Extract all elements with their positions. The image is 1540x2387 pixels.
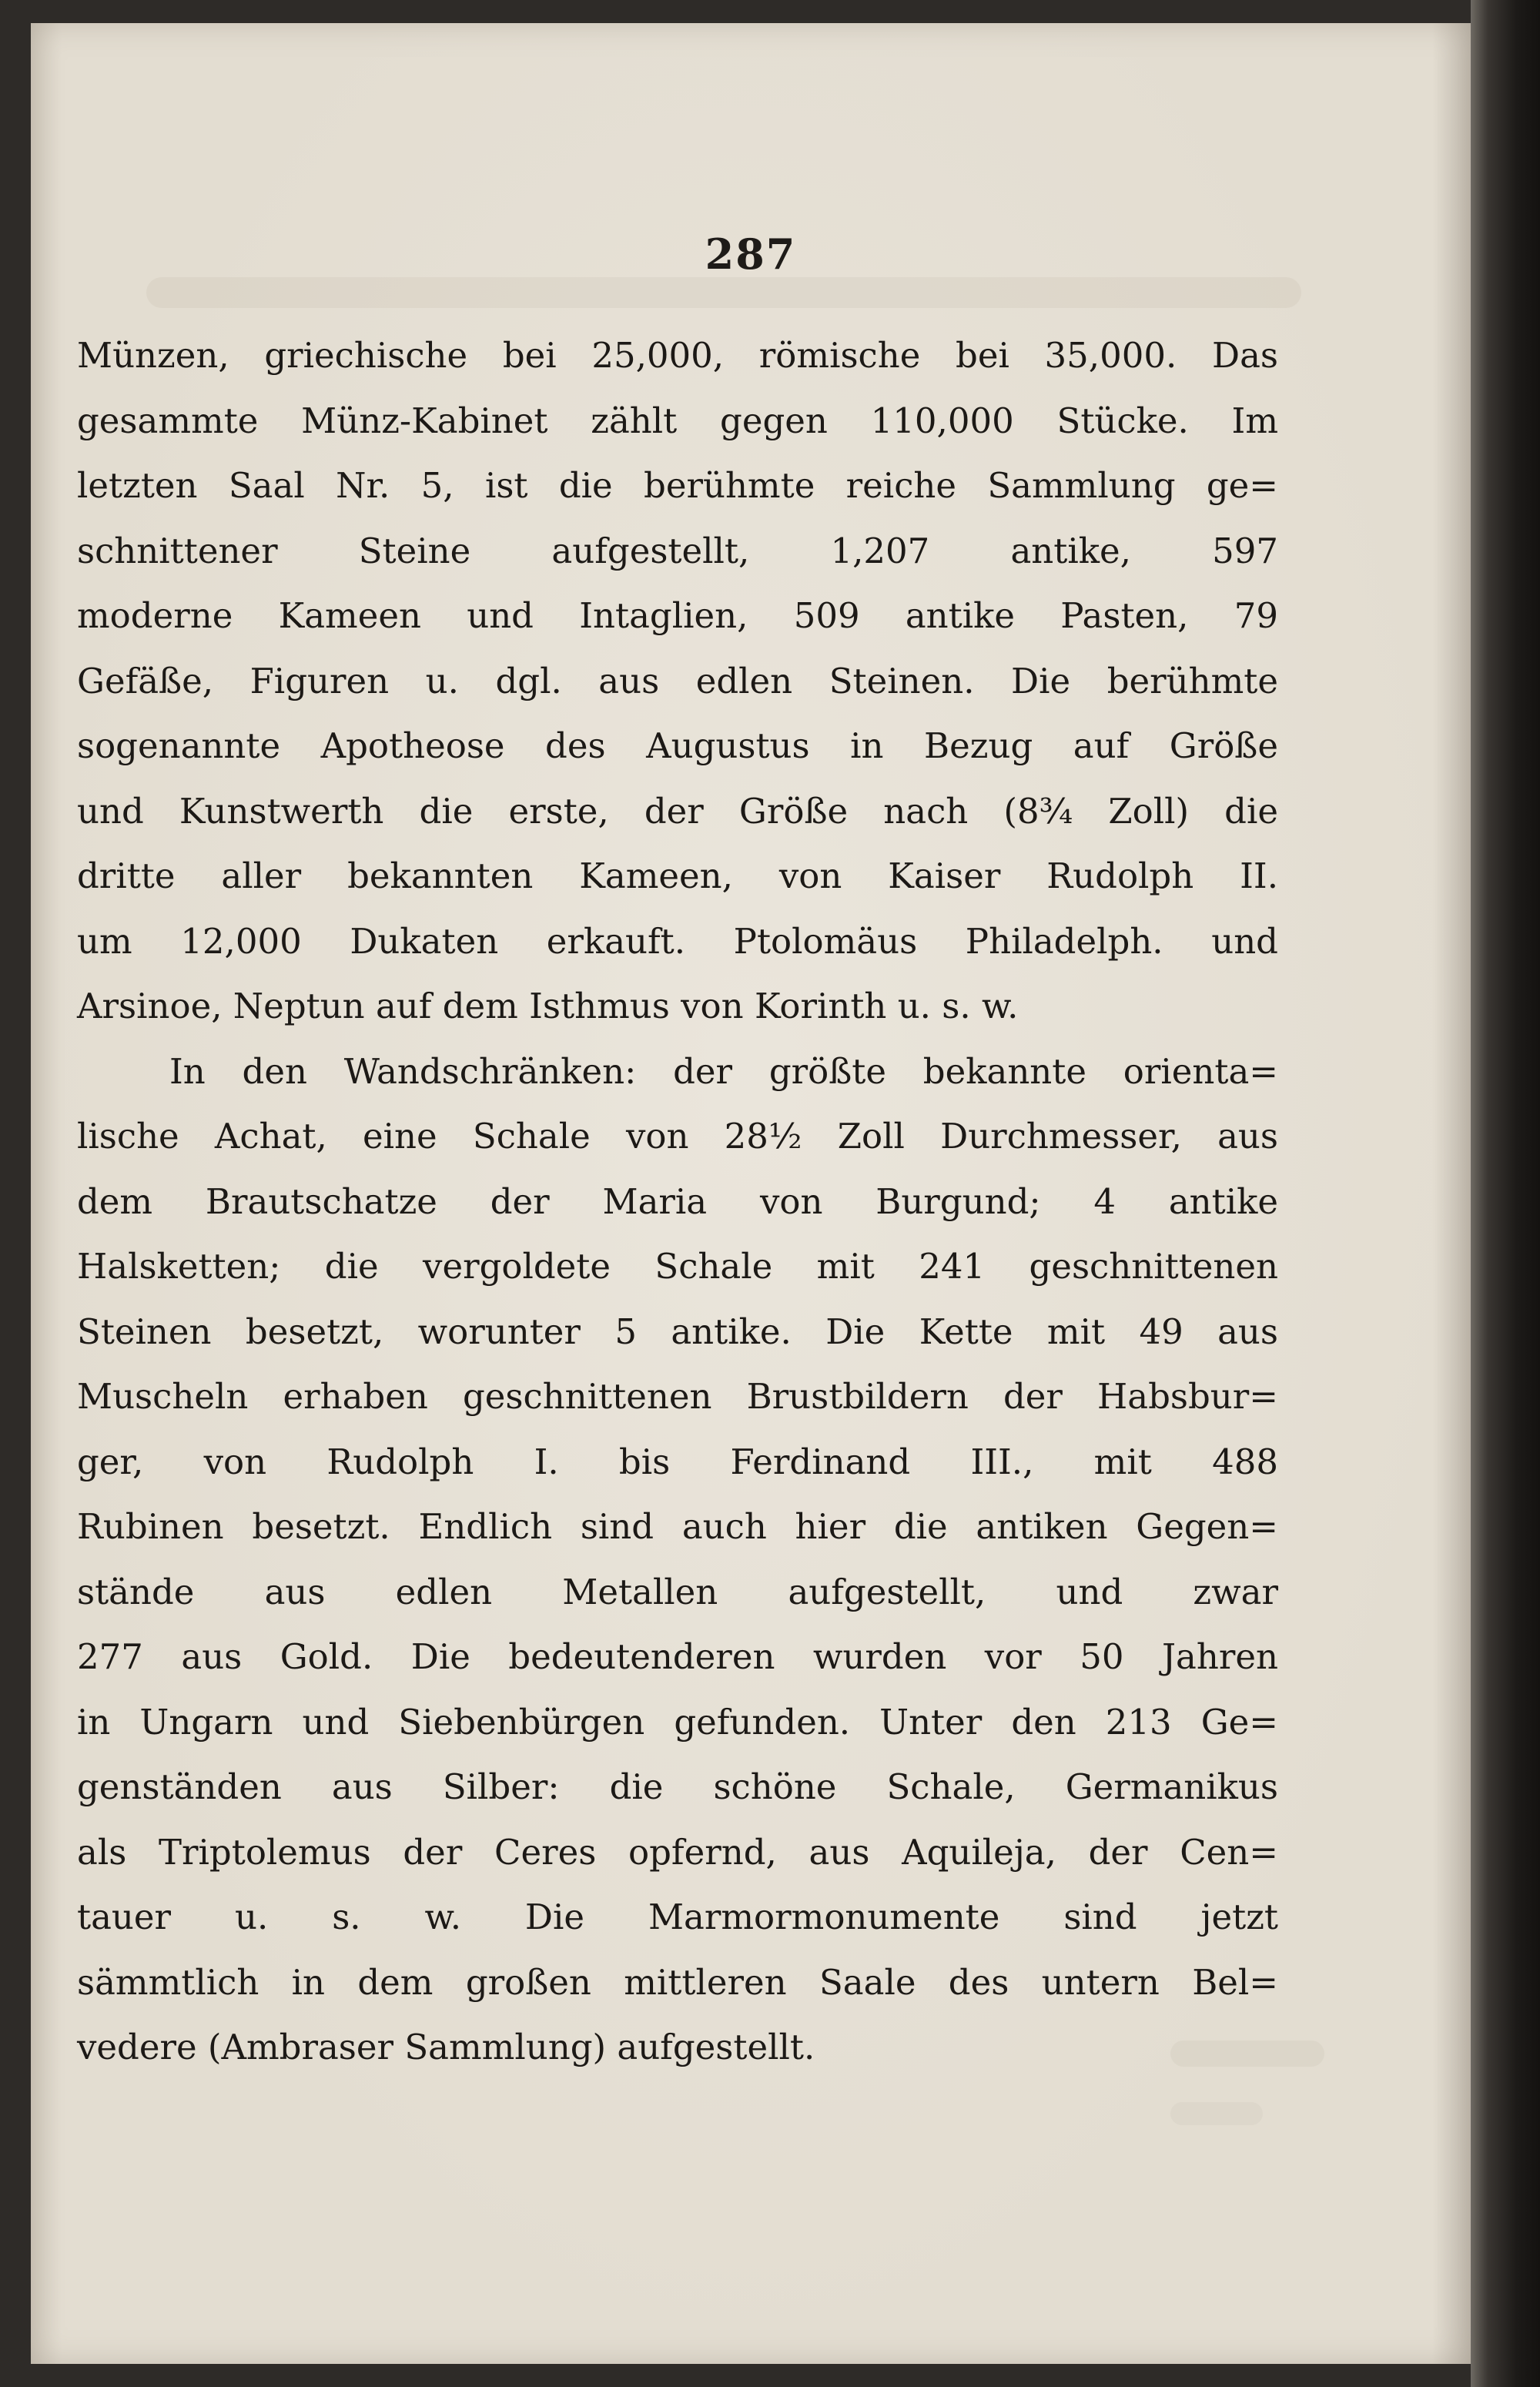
text-line: lische Achat, eine Schale von 28½ Zoll Durchmesser, aus bbox=[77, 1116, 1278, 1157]
text-line: stände aus edlen Metallen aufgestellt, und zwar bbox=[77, 1571, 1278, 1612]
text-line: vedere (Ambraser Sammlung) aufgestellt. bbox=[77, 2027, 815, 2067]
book-page bbox=[31, 23, 1471, 2364]
text-line: dem Brautschatze der Maria von Burgund; 4 antike bbox=[77, 1180, 1278, 1222]
bleed-through-shadow bbox=[146, 277, 1301, 308]
text-line: tauer u. s. w. Die Marmormonumente sind jetzt bbox=[77, 1897, 1278, 1937]
text-line: Rubinen besetzt. Endlich sind auch hier die antiken Gegen= bbox=[77, 1506, 1278, 1547]
paragraph-start-line: In den Wandschränken: der größte bekannte orienta= bbox=[169, 1050, 1278, 1092]
book-gutter-edge bbox=[1471, 0, 1540, 2387]
text-line: Arsinoe, Neptun auf dem Isthmus von Korinth u. s. w. bbox=[77, 986, 1019, 1026]
text-line: Steinen besetzt, worunter 5 antike. Die Kette mit 49 aus bbox=[77, 1311, 1278, 1352]
text-line: Gefäße, Figuren u. dgl. aus edlen Steinen. Die berühmte bbox=[77, 660, 1278, 701]
text-line: und Kunstwerth die erste, der Größe nach (8¾ Zoll) die bbox=[77, 790, 1278, 832]
text-line: sämmtlich in dem großen mittleren Saale des untern Bel= bbox=[77, 1961, 1278, 2003]
text-line: Muscheln erhaben geschnittenen Brustbildern der Habsbur= bbox=[77, 1376, 1278, 1417]
text-line: 277 aus Gold. Die bedeutenderen wurden vor 50 Jahren bbox=[77, 1636, 1278, 1677]
text-line: schnittener Steine aufgestellt, 1,207 antike, 597 bbox=[77, 530, 1278, 571]
text-line: Halsketten; die vergoldete Schale mit 241 geschnittenen bbox=[77, 1246, 1278, 1287]
text-line: moderne Kameen und Intaglien, 509 antike Pasten, 79 bbox=[77, 595, 1278, 636]
text-line: ger, von Rudolph I. bis Ferdinand III., mit 488 bbox=[77, 1441, 1278, 1482]
bleed-through-shadow bbox=[1170, 2102, 1263, 2125]
text-line: in Ungarn und Siebenbürgen gefunden. Unter den 213 Ge= bbox=[77, 1701, 1278, 1743]
page-number: 287 bbox=[705, 229, 797, 279]
text-line: als Triptolemus der Ceres opfernd, aus Aquileja, der Cen= bbox=[77, 1831, 1278, 1873]
text-line: genständen aus Silber: die schöne Schale, Germanikus bbox=[77, 1766, 1278, 1807]
text-line: letzten Saal Nr. 5, ist die berühmte reiche Sammlung ge= bbox=[77, 465, 1278, 506]
text-line: um 12,000 Dukaten erkauft. Ptolomäus Philadelph. und bbox=[77, 920, 1278, 962]
text-line: Münzen, griechische bei 25,000, römische bei 35,000. Das bbox=[77, 335, 1278, 376]
text-line: gesammte Münz-Kabinet zählt gegen 110,000 Stücke. Im bbox=[77, 400, 1278, 441]
text-line: sogenannte Apotheose des Augustus in Bezug auf Größe bbox=[77, 725, 1278, 766]
body-text bbox=[77, 323, 1278, 2081]
text-line: dritte aller bekannten Kameen, von Kaiser Rudolph II. bbox=[77, 855, 1278, 896]
